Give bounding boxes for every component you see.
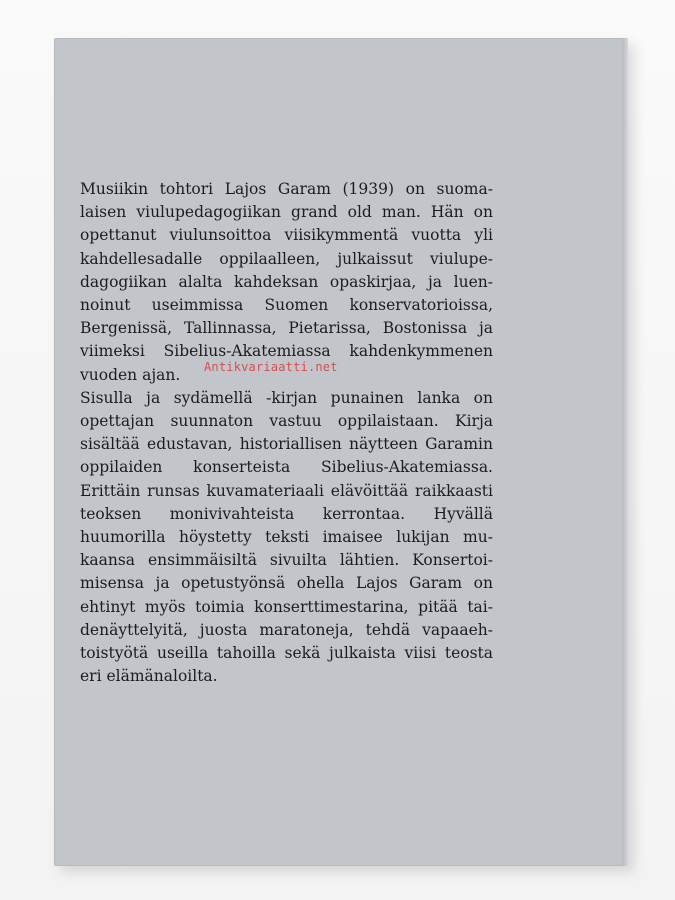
back-cover-blurb	[80, 178, 493, 688]
cover-edge	[622, 38, 628, 866]
blurb-paragraph-2: Sisulla ja sydämellä -kirjan punainen lanka on opettajan suunnaton vastuu oppilaistaan. Kirja sisältää edustavan, historiallisen näytteen Garamin oppilaiden konserteista Sibelius-Akatemiassa. Erittäin runsas kuvamateriaali elävöittää raikkaasti teoksen monivivahteista kerrontaa. Hyvällä huumorilla höystetty teksti imaisee lukijan mukaansa ensimmäisiltä sivuilta lähtien. Konsertoimisensa ja opetustyönsä ohella Lajos Garam on ehtinyt myös toimia konserttimestarina, pitää taidenäyttelyitä, juosta maratoneja, tehdä vapaaehtoistyötä useilla tahoilla sekä julkaista viisi teosta eri elämänaloilta.	[80, 388, 493, 686]
blurb-paragraph-1: Musiikin tohtori Lajos Garam (1939) on suomalaisen viulupedagogiikan grand old man. Hän on opettanut viulunsoittoa viisikymmentä vuotta yli kahdellesadalle oppilaalleen, julkaissut viulupedagogiikan alalta kahdeksan opaskirjaa, ja luennoinut useimmissa Suomen konservatorioissa, Bergenissä, Tallinnassa, Pietarissa, Bostonissa ja viimeksi Sibelius-Akatemiassa kahdenkymmenen vuoden ajan.	[80, 180, 493, 384]
seller-watermark: Antikvariaatti.net	[204, 360, 338, 374]
